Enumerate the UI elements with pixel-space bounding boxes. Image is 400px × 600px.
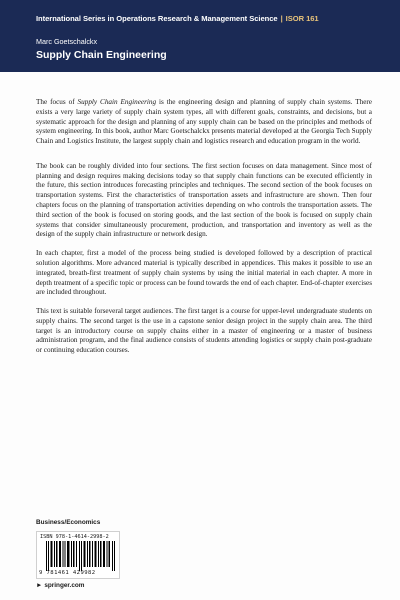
book-title: Supply Chain Engineering [36, 49, 167, 61]
blurb-text [36, 98, 372, 365]
isbn-barcode [36, 531, 120, 579]
blurb-paragraph-4: This text is suitable forseveral target audiences. The first target is a course for upper-level undergraduate students on supply chains. The second target is the use in a capstone senior design project in the supply chain area. The third target is an introductory course on supply chains either in a master of engineering or a master of business administration program, and the final audience consists of students attending logistics or supply chain post-graduate or continuing education courses. [36, 307, 372, 355]
barcode-digits: 9 781461 429982 [39, 570, 96, 576]
barcode-bars-icon [46, 541, 116, 571]
author-name: Marc Goetschalckx [36, 37, 98, 46]
blurb-paragraph-2: The book can be roughly divided into four sections. The first section focuses on data management. Since most of planning and design requires making decisions today so that supply chain functions can be executed efficiently in the future, this section introduces forecasting principles and techniques. The second section of the book focuses on transportation systems. First the characteristics of transportation assets and infrastructure are shown. Then four chapters focus on the planning of transportation activities depending on who controls the transportation assets. The third section of the book is focused on storing goods, and the last section of the book is focused on supply chain systems that consider simultaneously procurement, production, and transportation and inventory as well as the design of the supply chain infrastructure or network design. [36, 161, 372, 239]
blurb-paragraph-3: In each chapter, first a model of the process being studied is developed followed by a description of practical solution algorithms. More advanced material is typically described in appendices. This makes it possible to use an integrated, breath-first treatment of supply chain systems by using the initial material in each chapter. A more in depth treatment of a specific topic or process can be found towards the end of each chapter. End-of-chapter exercises are included throughout. [36, 249, 372, 297]
subject-category: Business/Economics [36, 519, 101, 526]
book-title-italic: Supply Chain Engineering [77, 98, 157, 106]
publisher-link[interactable] [36, 582, 84, 589]
isbn-label: ISBN 978-1-4614-2998-2 [40, 534, 109, 540]
series-name: International Series in Operations Research & Management Science [36, 14, 278, 23]
blurb-paragraph-1: The focus of Supply Chain Engineering is the engineering design and planning of supply chain systems. There exists a very large variety of supply chain system types, all with different goals, constraints, and decisions, but a systematic approach for the design and planning of any supply chain can be based on the principles and methods of system engineering. In this book, author Marc Goetschalckx presents material developed at the Georgia Tech Supply Chain and Logistics Institute, the largest supply chain and logistics research and education program in the world. [36, 98, 372, 146]
play-arrow-icon: ► [36, 582, 43, 589]
publisher-url: springer.com [44, 582, 85, 589]
series-separator: | [280, 14, 283, 23]
cover-header-band [0, 0, 400, 72]
series-line [36, 14, 382, 23]
series-volume: ISOR 161 [285, 14, 319, 23]
